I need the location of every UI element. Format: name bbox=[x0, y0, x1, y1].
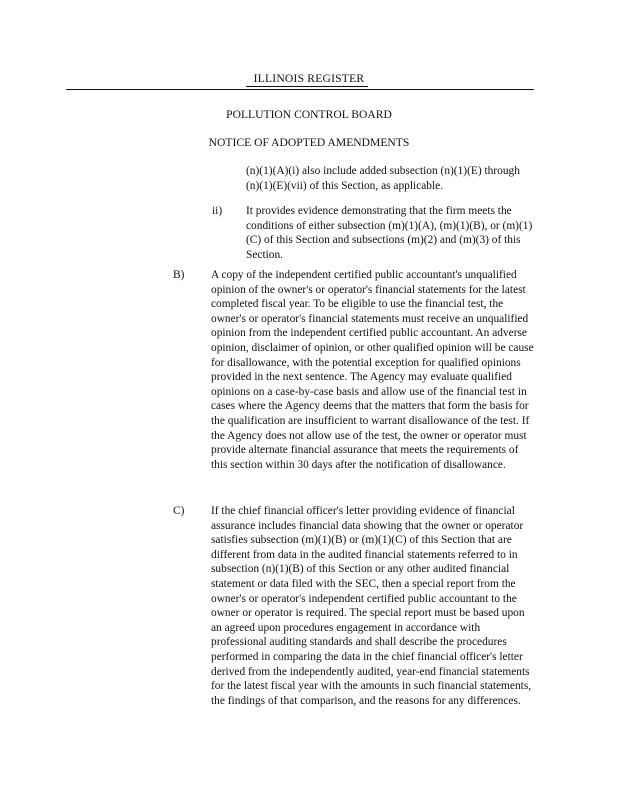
header-rule bbox=[66, 89, 534, 90]
notice-title: NOTICE OF ADOPTED AMENDMENTS bbox=[208, 136, 410, 149]
item-b-label: B) bbox=[173, 269, 185, 281]
item-ii-label: ii) bbox=[212, 205, 223, 217]
item-ii-text: It provides evidence demonstrating that the firm meets the conditions of either subsection (m)(1)(A), (m)(1)(B), or (m)(1)(C) of this Section and subsections (m)(2) and (m)(3) of this Section. bbox=[246, 205, 533, 261]
item-c-label: C) bbox=[173, 505, 185, 517]
board-name: POLLUTION CONTROL BOARD bbox=[226, 108, 392, 121]
header-title: ILLINOIS REGISTER bbox=[253, 72, 365, 85]
item-b-text: A copy of the independent certified public accountant's unqualified opinion of the owner's or operator's financial statements for the latest completed fiscal year. To be eligible to use the financial test, the owner's or operator's financial statements must receive an unqualified opinion from the independent certified public accountant. An adverse opinion, disclaimer of opinion, or other qualified opinion will be cause for disallowance, with the potential exception for qualified opinions provided in the next sentence. The Agency may evaluate qualified opinions on a case-by-case basis and allow use of the financial test in cases where the Agency deems that the matters that form the basis for the qualification are insufficient to warrant disallowance of the test. If the Agency does not allow use of the test, the owner or operator must provide alternate financial assurance that meets the requirements of this section within 30 days after the notification of disallowance. bbox=[211, 269, 534, 471]
header-title-underline bbox=[246, 86, 368, 87]
continued-fragment: (n)(1)(A)(i) also include added subsection (n)(1)(E) through (n)(1)(E)(vii) of this Section, as applicable. bbox=[246, 165, 520, 192]
item-c-text: If the chief financial officer's letter providing evidence of financial assurance includes financial data showing that the owner or operator satisfies subsection (m)(1)(B) or (m)(1)(C) of this Section that are different from data in the audited financial statements referred to in subsection (n)(1)(B) of this Section or any other audited financial statement or data filed with the SEC, then a special report from the owner's or operator's independent certified public accountant to the owner or operator is required. The special report must be based upon an agreed upon procedures engagement in accordance with professional auditing standards and shall describe the procedures performed in comparing the data in the chief financial officer's letter derived from the independently audited, year-end financial statements for the latest fiscal year with the amounts in such financial statements, the findings of that comparison, and the reasons for any differences. bbox=[211, 505, 532, 707]
